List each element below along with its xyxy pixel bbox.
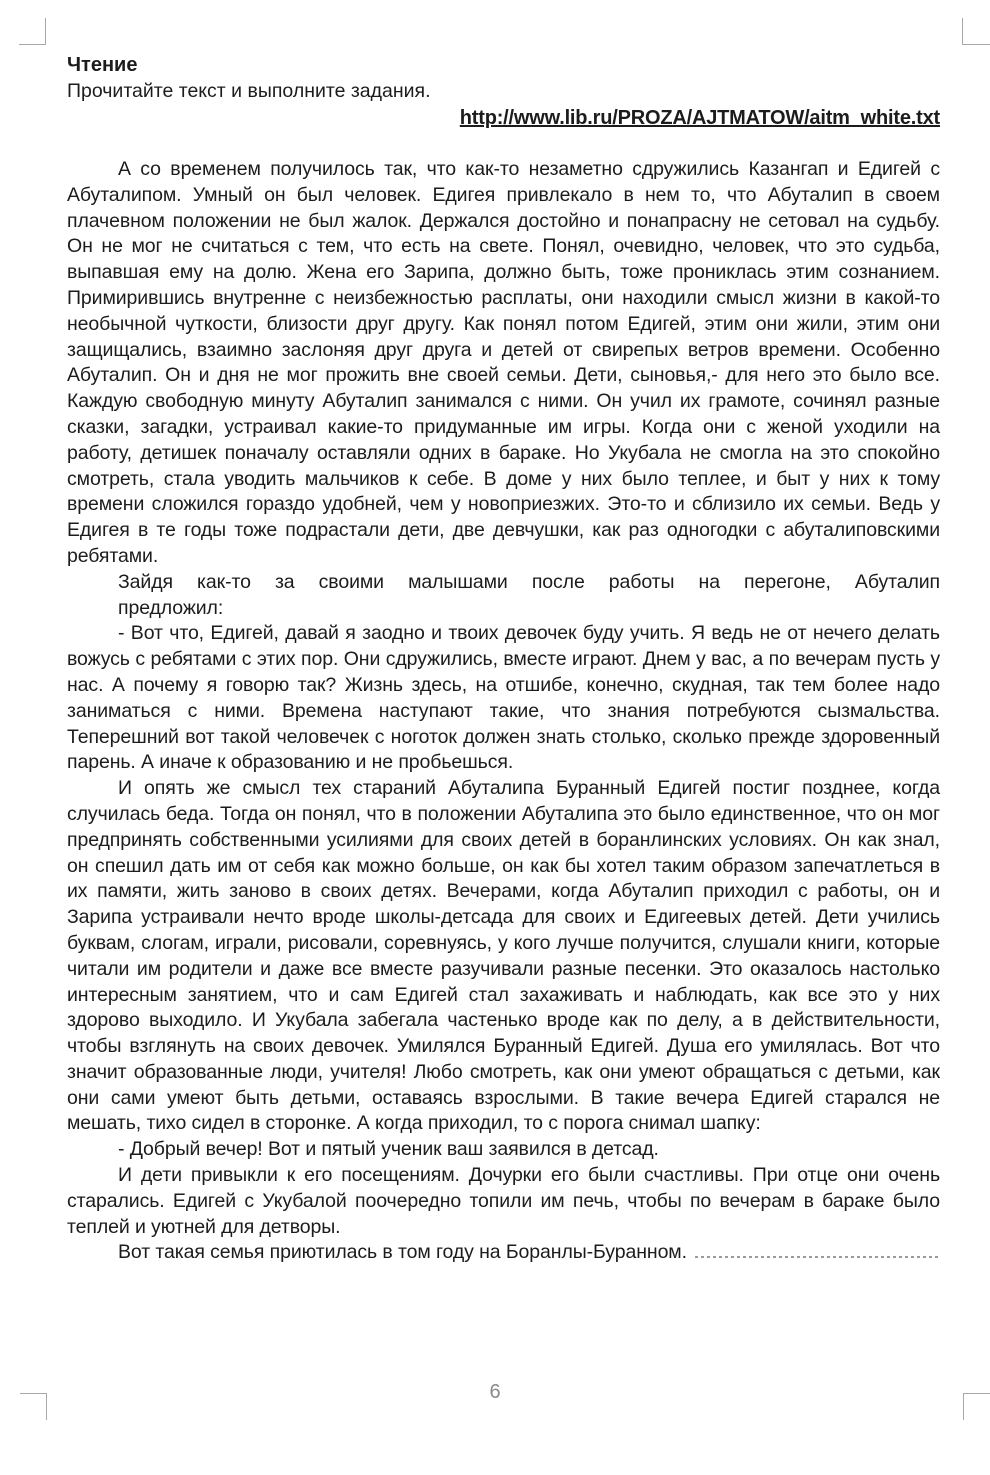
crop-mark-top-right-icon bbox=[962, 18, 990, 45]
passage-paragraph: И дети привыкли к его посещениям. Дочурки его были счастливы. При отце они очень старались. Едигей с Укубалой поочередно топили им печь, чтобы по вечерам в бараке было теплей и уютней для детворы. bbox=[67, 1164, 940, 1238]
section-header bbox=[67, 52, 940, 133]
passage-paragraph: И опять же смысл тех стараний Абуталипа Буранный Едигей постиг позднее, когда случилась беда. Тогда он понял, что в положении Абуталипа это было единственное, что он мог предпринять собственными усилиями для своих детей в боранлинских условиях. Он как знал, он спешил дать им от себя как можно больше, он как бы хотел таким образом запечатлеться в их памяти, жить заново в своих детях. Вечерами, когда Абуталип приходил с работы, он и Зарипа устраивали нечто вроде школы-детсада для своих и Едигеевых детей. Дети учились буквам, слогам, играли, рисовали, соревнуясь, у кого лучше получится, слушали книги, которые читали им родители и даже все вместе разучивали разные песенки. Это оказалось настолько интересным занятием, что и сам Едигей стал захаживать и наблюдать, как все это у них здорово выходило. И Укубала забегала частенько вроде как по делу, а в действительности, чтобы взглянуть на своих девочек. Умилялся Буранный Едигей. Душа его умилялась. Вот что значит образованные люди, учителя! Любо смотреть, как они умеют обращаться с детьми, как они сами умеют быть детьми, оставаясь взрослыми. В такие вечера Едигей старался не мешать, тихо сидел в сторонке. А когда приходил, то с порога снимал шапку: bbox=[67, 777, 940, 1135]
passage-paragraph: предложил: bbox=[118, 596, 224, 619]
passage-paragraph-text: Вот такая семья приютилась в том году на Боранлы-Буранном. bbox=[118, 1241, 687, 1264]
passage-paragraph: - Вот что, Едигей, давай я заодно и твоих девочек буду учить. Я ведь не от нечего делать вожусь с ребятами с этих пор. Они сдружились, вместе играют. Днем у вас, а по вечерам пусть у нас. А почему я говорю так? Жизнь здесь, на отшибе, конечно, скудная, так тем более надо заниматься с ними. Времена наступают такие, что знания потребуются сызмальства. Теперешний вот такой человечек с ноготок должен знать столько, сколько прежде здоровенный парень. А иначе к образованию и не пробьешься. bbox=[67, 622, 940, 774]
passage-paragraph: Зайдя как-то за своими малышами после работы на перегоне, Абуталип bbox=[118, 570, 940, 593]
passage-paragraph: - Добрый вечер! Вот и пятый ученик ваш заявился в детсад. bbox=[118, 1138, 659, 1161]
passage-paragraph bbox=[67, 1240, 940, 1266]
page-footer bbox=[0, 1381, 990, 1404]
section-title: Чтение bbox=[67, 54, 138, 76]
page-number: 6 bbox=[489, 1381, 501, 1403]
source-url-link[interactable]: http://www.lib.ru/PROZA/AJTMATOW/aitm_white.txt bbox=[459, 107, 940, 129]
source-url-line bbox=[67, 105, 940, 133]
passage bbox=[67, 157, 940, 1266]
page-content bbox=[67, 52, 940, 1266]
trailing-dotted-line bbox=[687, 1240, 940, 1266]
crop-mark-top-left-icon bbox=[19, 18, 46, 45]
passage-paragraph: А со временем получилось так, что как-то незаметно сдружились Казангап и Едигей с Абуталипом. Умный он был человек. Едигея привлекало в нем то, что Абуталип в своем плачевном положении не был жалок. Держался достойно и понапрасну не сетовал на судьбу. Он не мог не считаться с тем, что есть на свете. Понял, очевидно, человек, что это судьба, выпавшая ему на долю. Жена его Зарипа, должно быть, тоже прониклась этим сознанием. Примирившись внутренне с неизбежностью расплаты, они находили смысл жизни в какой-то необычной чуткости, близости друг другу. Как понял потом Едигей, этим они жили, этим они защищались, взаимно заслоняя друг друга и детей от свирепых ветров времени. Особенно Абуталип. Он и дня не мог прожить вне своей семьи. Дети, сыновья,- для него это было все. Каждую свободную минуту Абуталип занимался с ними. Он учил их грамоте, сочинял разные сказки, загадки, устраивал какие-то придуманные им игры. Когда они с женой уходили на работу, детишек поначалу оставляли одних в бараке. Но Укубала не смогла на это спокойно смотреть, стала уводить мальчиков к себе. В доме у них было теплее, и быт у них к тому времени сложился гораздо удобней, чем у новоприезжих. Это-то и сблизило их семьи. Ведь у Едигея в те годы тоже подрастали дети, две девчушки, как раз одногодки с абуталиповскими ребятами. bbox=[67, 158, 940, 567]
task-instruction: Прочитайте текст и выполните задания. bbox=[67, 80, 431, 102]
